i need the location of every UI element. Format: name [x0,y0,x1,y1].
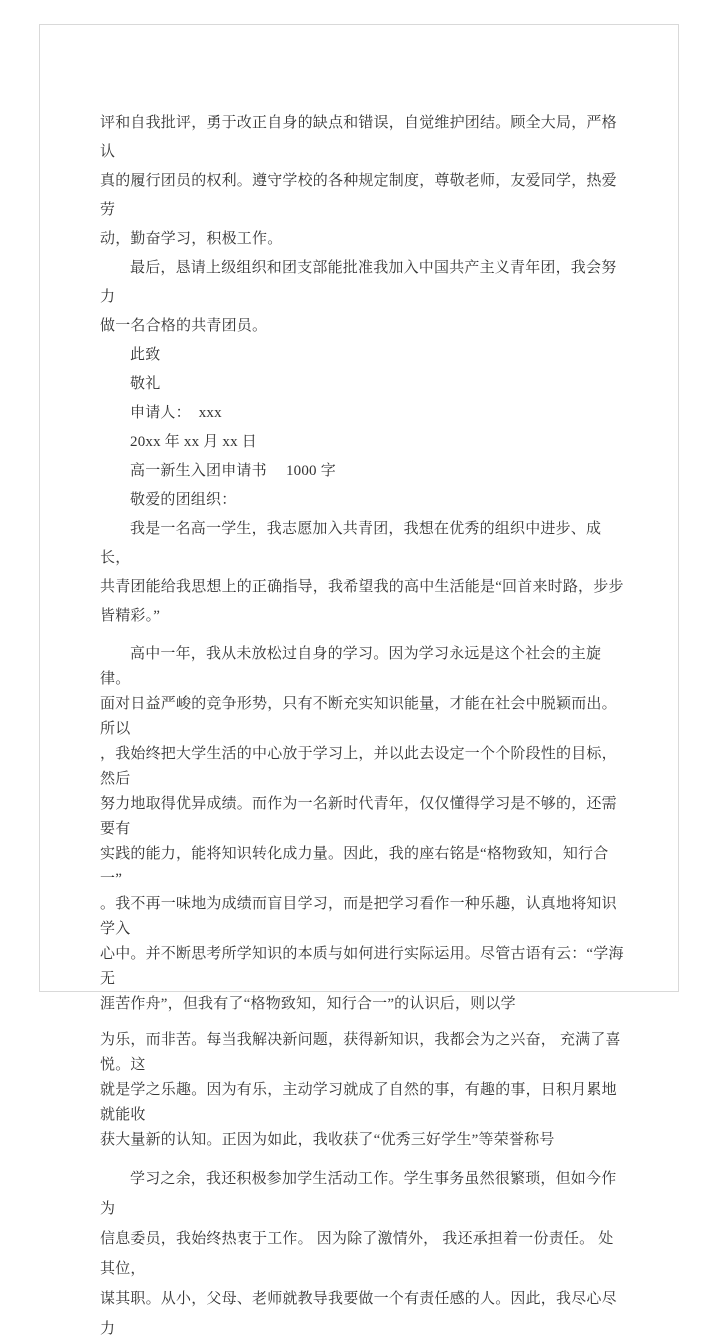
previous-application-ending [100,109,624,631]
text-line: 努力地取得优异成绩。而作为一名新时代青年，仅仅懂得学习是不够的，还需要有 [100,796,617,837]
text-line: 敬爱的团组织： [130,492,237,508]
document-body [100,109,624,1344]
text-line: 高一新生入团申请书 1000 字 [130,463,336,479]
text-line: 获大量新的认知。正因为如此，我收获了“优秀三好学生”等荣誉称号 [100,1132,555,1148]
text-line: 我是一名高一学生，我志愿加入共青团，我想在优秀的组织中进步、成长， [100,521,602,566]
text-line: 谋其职。从小，父母、老师就教导我要做一个有责任感的人。因此，我尽心尽力 [100,1291,617,1337]
text-line: 学习之余，我还积极参加学生活动工作。学生事务虽然很繁琐，但如今作为 [100,1171,617,1217]
text-line: 动，勤奋学习，积极工作。 [100,231,283,247]
study-paragraph [100,642,624,1017]
text-line: 高中一年，我从未放松过自身的学习。因为学习永远是这个社会的主旋律。 [100,646,602,687]
text-line: 实践的能力，能将知识转化成力量。因此，我的座右铭是“格物致知，知行合一” [100,846,609,887]
text-line: 真的履行团员的权利。遵守学校的各种规定制度，尊敬老师，友爱同学，热爱劳 [100,173,617,218]
text-line: 申请人： xxx [130,405,222,421]
text-line: 信息委员，我始终热衷于工作。 因为除了激情外， 我还承担着一份责任。 处其位， [100,1231,614,1277]
text-line: 评和自我批评，勇于改正自身的缺点和错误，自觉维护团结。顾全大局，严格认 [100,115,617,160]
text-line: 心中。并不断思考所学知识的本质与如何进行实际运用。尽管古语有云：“学海无 [100,946,624,987]
activities-paragraph [100,1164,624,1344]
text-line: 涯苦作舟”，但我有了“格物致知，知行合一”的认识后，则以学 [100,996,516,1012]
text-line: 20xx 年 xx 月 xx 日 [130,434,257,450]
text-line: 做一名合格的共青团员。 [100,318,268,334]
text-line: 面对日益严峻的竞争形势，只有不断充实知识能量，才能在社会中脱颖而出。所以 [100,696,617,737]
joy-of-learning-paragraph [100,1028,624,1153]
text-line: 敬礼 [130,376,161,392]
document-page [39,24,679,1337]
text-line: ，我始终把大学生活的中心放于学习上，并以此去设定一个个阶段性的目标，然后 [100,746,617,787]
text-line: 最后，恳请上级组织和团支部能批准我加入中国共产主义青年团，我会努力 [100,260,617,305]
text-line: 共青团能给我思想上的正确指导，我希望我的高中生活能是“回首来时路，步步 [100,579,624,595]
text-line: 就是学之乐趣。因为有乐，主动学习就成了自然的事，有趣的事，日积月累地就能收 [100,1082,617,1123]
text-line: 皆精彩。” [100,608,161,624]
text-line: 此致 [130,347,161,363]
text-line: 。我不再一味地为成绩而盲目学习，而是把学习看作一种乐趣，认真地将知识学入 [100,896,617,937]
text-line: 为乐，而非苦。每当我解决新问题，获得新知识，我都会为之兴奋， 充满了喜悦。这 [100,1032,621,1073]
